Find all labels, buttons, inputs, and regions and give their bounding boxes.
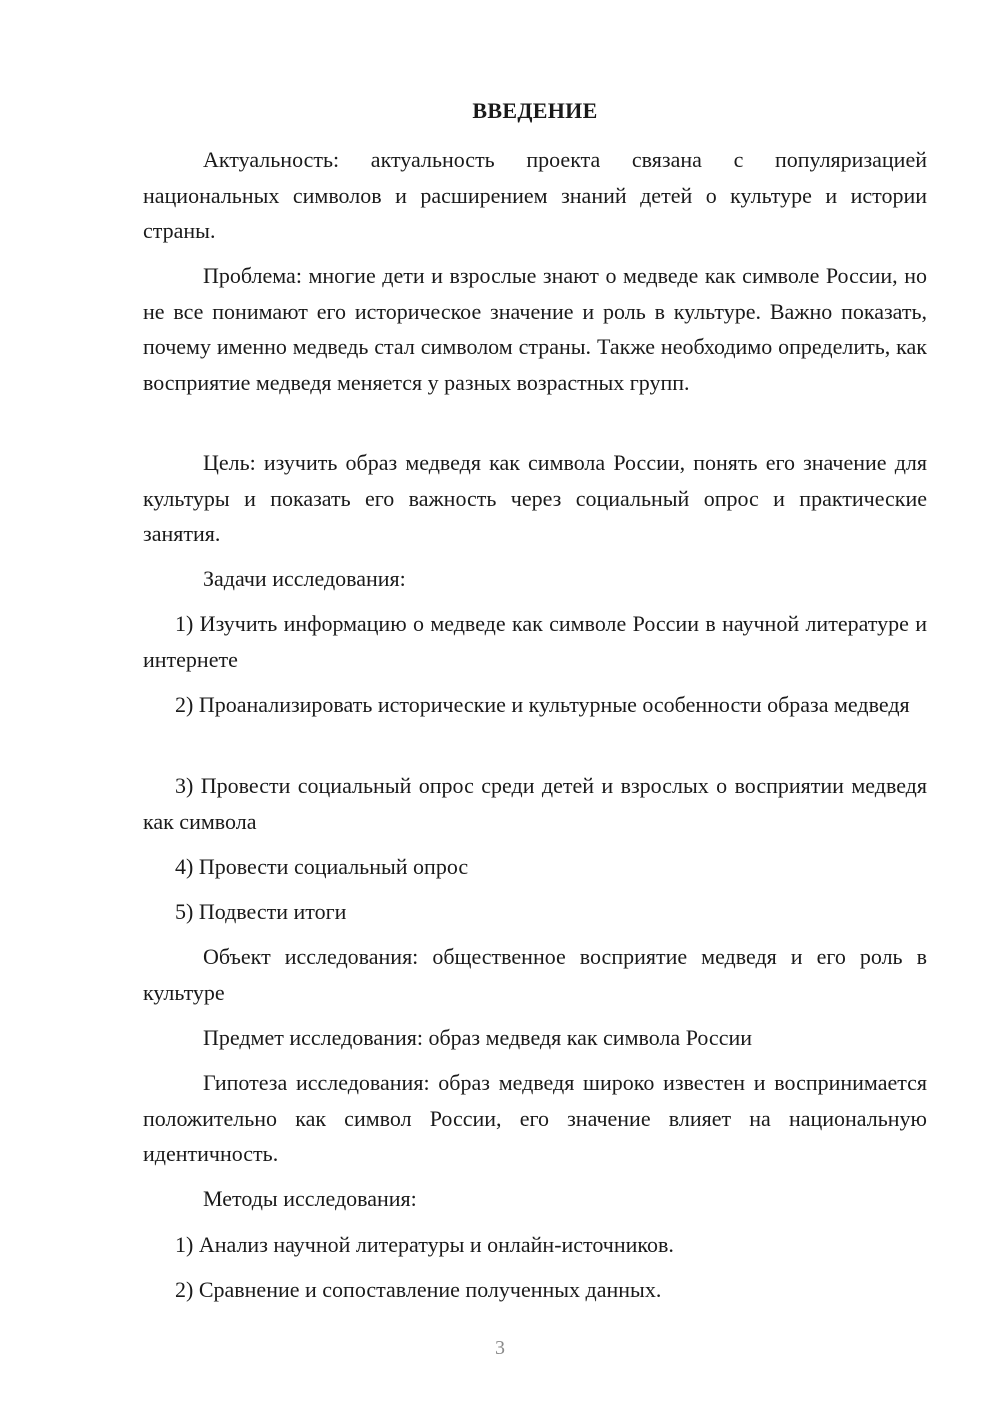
task-item-4: 4) Провести социальный опрос	[175, 854, 469, 879]
page-number: 3	[495, 1337, 505, 1359]
task-item-5: 5) Подвести итоги	[175, 899, 347, 924]
section-heading: ВВЕДЕНИЕ	[472, 98, 598, 123]
tasks-title: Задачи исследования:	[203, 566, 406, 591]
method-item-1: 1) Анализ научной литературы и онлайн-источников.	[175, 1232, 674, 1257]
problem-paragraph: Проблема: многие дети и взрослые знают о медведе как символе России, но не все понимают его историческое значение и роль в культуре. Важно показать, почему именно медведь стал символом страны. Также необходимо определить, как восприятие медведя меняется у разных возрастных групп.	[143, 263, 927, 395]
goal-paragraph: Цель: изучить образ медведя как символа России, понять его значение для культуры и показать его важность через социальный опрос и практические занятия.	[143, 450, 927, 546]
object-paragraph: Объект исследования: общественное восприятие медведя и его роль в культуре	[143, 944, 927, 1005]
subject-paragraph: Предмет исследования: образ медведя как символа России	[203, 1025, 753, 1050]
task-item-2: 2) Проанализировать исторические и культурные особенности образа медведя	[175, 692, 910, 717]
task-item-1: 1) Изучить информацию о медведе как символе России в научной литературе и интернете	[143, 611, 927, 672]
method-item-2: 2) Сравнение и сопоставление полученных данных.	[175, 1277, 662, 1302]
relevance-paragraph: Актуальность: актуальность проекта связана с популяризацией национальных символов и расширением знаний детей о культуре и истории страны.	[143, 147, 927, 243]
methods-title: Методы исследования:	[203, 1186, 417, 1211]
hypothesis-paragraph: Гипотеза исследования: образ медведя широко известен и воспринимается положительно как символ России, его значение влияет на национальную идентичность.	[143, 1070, 927, 1166]
task-item-3: 3) Провести социальный опрос среди детей и взрослых о восприятии медведя как символа	[143, 773, 927, 834]
